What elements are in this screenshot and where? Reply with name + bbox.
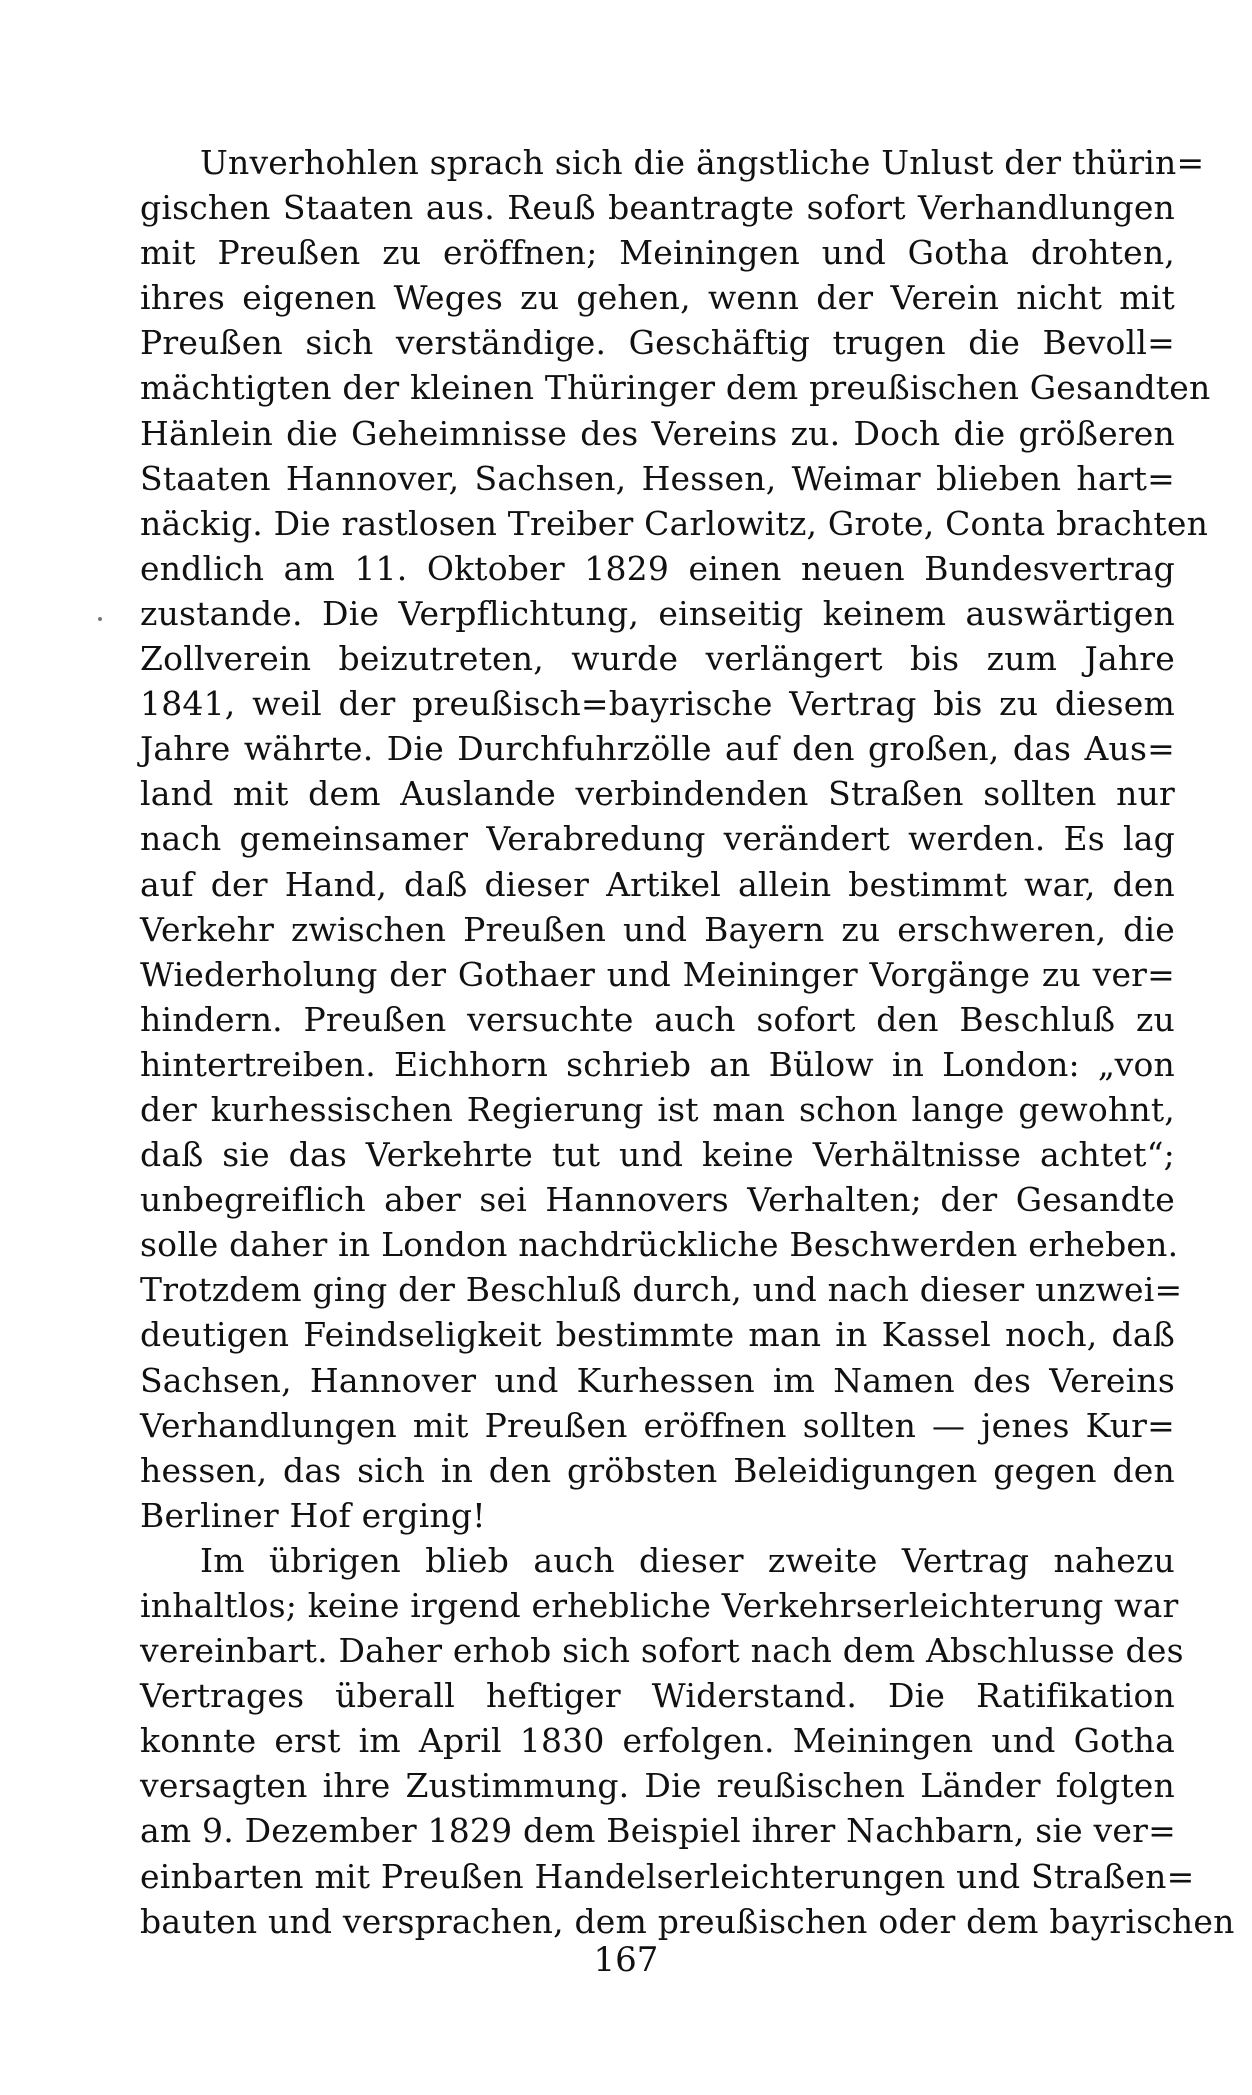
text-line: auf der Hand, daß dieser Artikel allein bestimmt war, den (140, 864, 1175, 904)
page-number: 167 (593, 1940, 659, 1980)
text-line: Preußen sich verständige. Geschäftig trugen die Bevoll= (140, 323, 1175, 363)
text-line: Unverhohlen sprach sich die ängstliche Unlust der thürin= (200, 143, 1205, 182)
text-line: näckig. Die rastlosen Treiber Carlowitz, Grote, Conta brachten (140, 503, 1209, 543)
body-text (140, 140, 1235, 1944)
text-line: Hänlein die Geheimnisse des Vereins zu. Doch die größeren (140, 413, 1175, 453)
text-line: am 9. Dezember 1829 dem Beispiel ihrer Nachbarn, sie ver= (140, 1811, 1176, 1851)
text-line: Berliner Hof erging! (140, 1495, 486, 1535)
text-line: einbarten mit Preußen Handelserleichterungen und Straßen= (140, 1856, 1195, 1896)
text-line: Im übrigen blieb auch dieser zweite Vertrag nahezu (200, 1540, 1175, 1580)
text-line: mit Preußen zu eröffnen; Meiningen und Gotha drohten, (140, 233, 1175, 273)
text-line: Wiederholung der Gothaer und Meininger Vorgänge zu ver= (140, 954, 1175, 994)
text-line: Sachsen, Hannover und Kurhessen im Namen des Vereins (140, 1360, 1175, 1400)
text-line: Verkehr zwischen Preußen und Bayern zu erschweren, die (140, 909, 1175, 949)
text-line: Staaten Hannover, Sachsen, Hessen, Weimar blieben hart= (140, 458, 1175, 498)
text-line: daß sie das Verkehrte tut und keine Verhältnisse achtet“; (140, 1135, 1175, 1175)
text-line: zustande. Die Verpflichtung, einseitig keinem auswärtigen (140, 593, 1175, 633)
text-line: der kurhessischen Regierung ist man schon lange gewohnt, (140, 1089, 1175, 1129)
text-line: Jahre währte. Die Durchfuhrzölle auf den großen, das Aus= (140, 729, 1175, 769)
text-line: ihres eigenen Weges zu gehen, wenn der Verein nicht mit (140, 278, 1175, 318)
text-line: vereinbart. Daher erhob sich sofort nach dem Abschlusse des (140, 1631, 1184, 1671)
text-line: konnte erst im April 1830 erfolgen. Meiningen und Gotha (140, 1721, 1175, 1761)
text-line: hintertreiben. Eichhorn schrieb an Bülow in London: „von (140, 1044, 1175, 1084)
text-line: land mit dem Auslande verbindenden Straßen sollten nur (140, 774, 1175, 814)
text-line: hindern. Preußen versuchte auch sofort den Beschluß zu (140, 999, 1175, 1039)
text-line: versagten ihre Zustimmung. Die reußischen Länder folgten (140, 1766, 1175, 1806)
text-line: unbegreiflich aber sei Hannovers Verhalten; der Gesandte (140, 1180, 1175, 1220)
text-line: bauten und versprachen, dem preußischen oder dem bayrischen (140, 1901, 1235, 1941)
text-line: mächtigten der kleinen Thüringer dem preußischen Gesandten (140, 368, 1211, 408)
text-line: gischen Staaten aus. Reuß beantragte sofort Verhandlungen (140, 188, 1175, 228)
text-line: endlich am 11. Oktober 1829 einen neuen Bundesvertrag (140, 548, 1175, 588)
text-line: Zollverein beizutreten, wurde verlängert bis zum Jahre (140, 639, 1175, 679)
text-line: nach gemeinsamer Verabredung verändert werden. Es lag (140, 819, 1175, 859)
text-line: Vertrages überall heftiger Widerstand. Die Ratifikation (140, 1676, 1175, 1716)
text-line: hessen, das sich in den gröbsten Beleidigungen gegen den (140, 1450, 1175, 1490)
text-line: 1841, weil der preußisch=bayrische Vertrag bis zu diesem (140, 684, 1175, 724)
text-line: inhaltlos; keine irgend erhebliche Verkehrserleichterung war (140, 1586, 1179, 1625)
margin-speck (98, 617, 102, 621)
text-line: solle daher in London nachdrückliche Beschwerden erheben. (140, 1225, 1179, 1265)
text-line: Verhandlungen mit Preußen eröffnen sollten — jenes Kur= (140, 1405, 1175, 1445)
text-line: Trotzdem ging der Beschluß durch, und nach dieser unzwei= (140, 1270, 1183, 1310)
text-line: deutigen Feindseligkeit bestimmte man in Kassel noch, daß (140, 1315, 1175, 1355)
